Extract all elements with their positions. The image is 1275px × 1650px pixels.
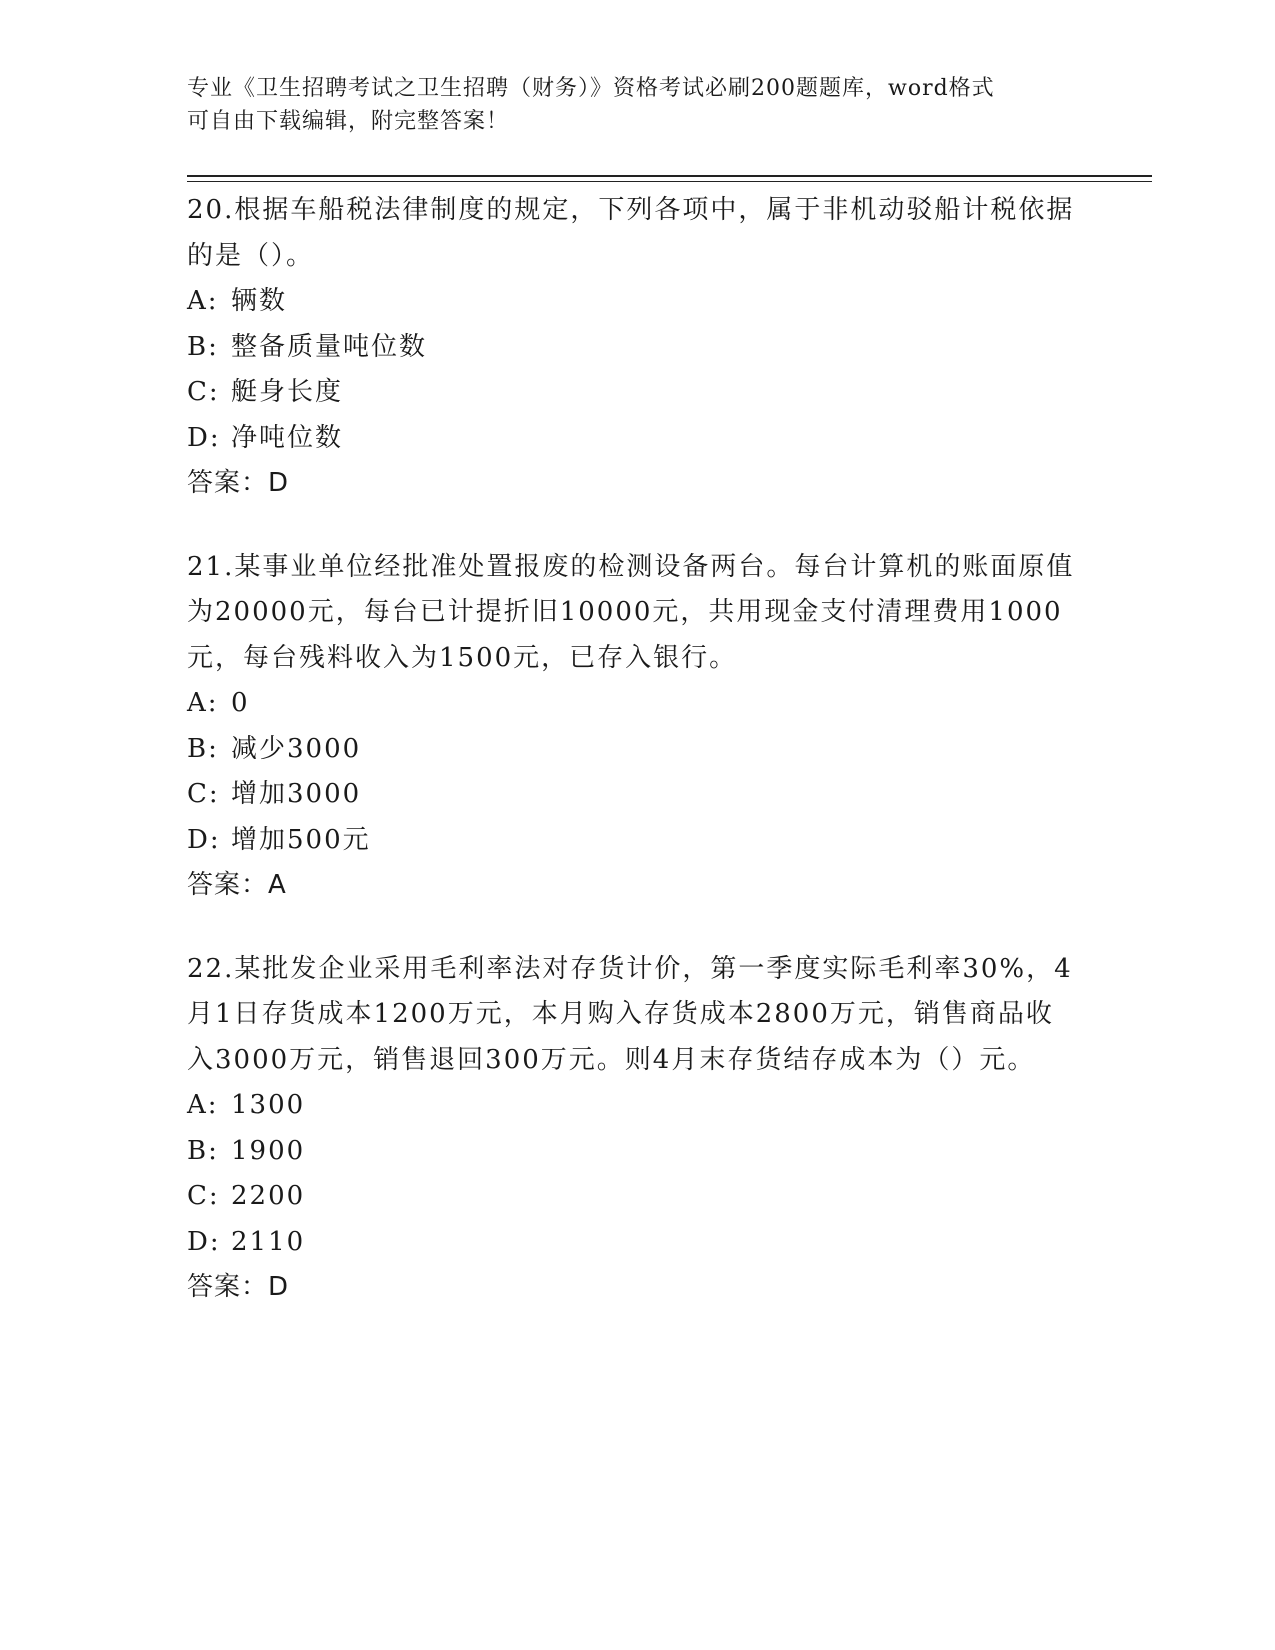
option-b bbox=[187, 325, 1077, 371]
option-d bbox=[187, 1220, 1077, 1266]
option-c bbox=[187, 1174, 1077, 1220]
answer-text: 答案：A bbox=[187, 870, 287, 900]
question-text: 21.某事业单位经批准处置报废的检测设备两台。每台计算机的账面原值为20000元，每台已计提折旧10000元，共用现金支付清理费用1000元，每台残料收入为1500元，已存入银行。 bbox=[187, 551, 1075, 673]
option-text: 整备质量吨位数 bbox=[231, 331, 428, 362]
option-d bbox=[187, 416, 1077, 462]
option-text: 1300 bbox=[231, 1090, 306, 1120]
option-letter: D: bbox=[187, 824, 221, 855]
option-text: 艇身长度 bbox=[231, 377, 344, 407]
option-letter: A: bbox=[187, 1090, 219, 1120]
option-text: 减少3000 bbox=[231, 733, 362, 764]
option-c bbox=[187, 772, 1077, 818]
header-divider-thick bbox=[187, 175, 1152, 177]
option-letter: C: bbox=[187, 779, 220, 809]
option-letter: B: bbox=[187, 331, 219, 362]
option-text: 净吨位数 bbox=[231, 422, 344, 453]
header-divider-thin bbox=[187, 181, 1152, 182]
answer-text: 答案：D bbox=[187, 1272, 290, 1302]
question-item bbox=[187, 188, 1077, 507]
answer-text: 答案：D bbox=[187, 468, 290, 498]
option-c bbox=[187, 370, 1077, 416]
option-b bbox=[187, 1129, 1077, 1175]
option-letter: D: bbox=[187, 422, 221, 453]
option-letter: A: bbox=[187, 286, 219, 316]
question-list bbox=[187, 188, 1077, 1349]
option-text: 2200 bbox=[231, 1181, 306, 1211]
option-a bbox=[187, 681, 1077, 727]
option-a bbox=[187, 1083, 1077, 1129]
option-letter: B: bbox=[187, 1135, 219, 1166]
question-text: 20.根据车船税法律制度的规定，下列各项中，属于非机动驳船计税依据的是（）。 bbox=[187, 195, 1075, 271]
option-text: 增加3000 bbox=[231, 779, 362, 809]
option-text: 增加500元 bbox=[231, 824, 371, 855]
option-a bbox=[187, 279, 1077, 325]
header-line-2: 可自由下载编辑，附完整答案！ bbox=[187, 109, 510, 134]
document-header bbox=[187, 72, 1087, 138]
question-item bbox=[187, 947, 1077, 1311]
option-letter: D: bbox=[187, 1226, 221, 1257]
option-b bbox=[187, 727, 1077, 773]
header-line-1: 专业《卫生招聘考试之卫生招聘（财务）》资格考试必刷200题题库，word格式 bbox=[187, 76, 995, 101]
option-text: 1900 bbox=[231, 1135, 306, 1166]
option-letter: A: bbox=[187, 688, 219, 718]
option-letter: C: bbox=[187, 377, 220, 407]
option-text: 2110 bbox=[231, 1226, 306, 1257]
option-text: 辆数 bbox=[231, 286, 288, 316]
option-text: 0 bbox=[231, 688, 250, 718]
question-item bbox=[187, 545, 1077, 909]
option-d bbox=[187, 818, 1077, 864]
option-letter: C: bbox=[187, 1181, 220, 1211]
question-text: 22.某批发企业采用毛利率法对存货计价，第一季度实际毛利率30%，4月1日存货成本1200万元，本月购入存货成本2800万元，销售商品收入3000万元，销售退回300万元。则4月末存货结存成本为（）元。 bbox=[187, 953, 1073, 1075]
option-letter: B: bbox=[187, 733, 219, 764]
